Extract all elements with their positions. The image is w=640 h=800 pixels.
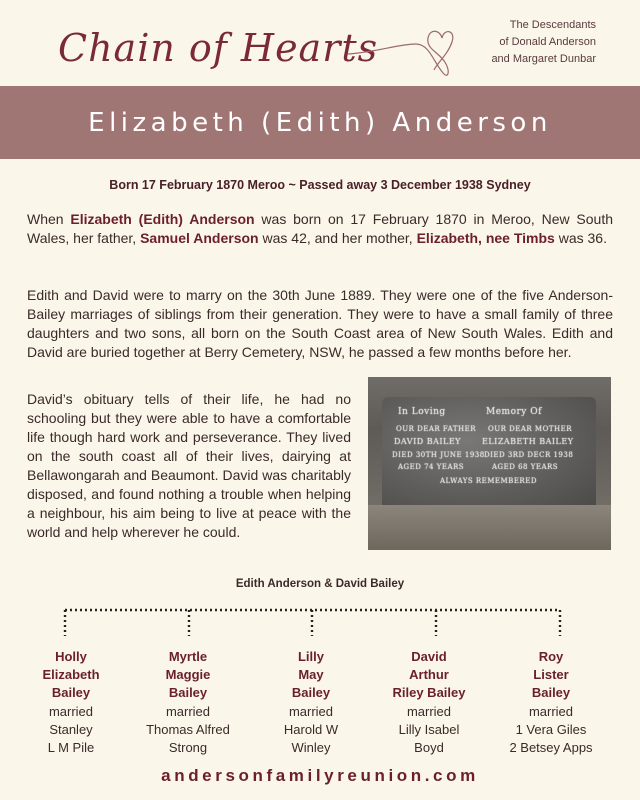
tree-caption: Edith Anderson & David Bailey xyxy=(235,578,405,590)
inscription: ELIZABETH BAILEY xyxy=(482,437,574,446)
child-holly xyxy=(16,648,126,757)
inscription: ALWAYS REMEMBERED xyxy=(440,477,537,485)
inscription: DAVID BAILEY xyxy=(394,437,461,446)
spouse-name: Harold W xyxy=(283,721,339,737)
child-name: Arthur xyxy=(409,667,449,683)
tagline-line: The Descendants xyxy=(509,19,596,31)
child-name: Maggie xyxy=(165,667,211,683)
spouse-name: Winley xyxy=(291,740,331,756)
logo-text: Chain of Hearts xyxy=(58,26,379,70)
child-lilly xyxy=(256,648,366,757)
text: was 36. xyxy=(554,230,607,246)
married-label: married xyxy=(288,703,334,719)
child-name: David xyxy=(411,649,447,664)
child-name: Bailey xyxy=(51,685,91,701)
spouse-name: Stanley xyxy=(49,721,93,737)
spouse-name: 2 Betsey Apps xyxy=(509,740,593,756)
header xyxy=(0,0,640,86)
page-title: Elizabeth (Edith) Anderson xyxy=(88,107,552,138)
birth-death-dates: Born 17 February 1870 Meroo ~ Passed away 3 December 1938 Sydney xyxy=(109,178,531,192)
chain-of-hearts-logo xyxy=(58,10,458,84)
spouse-name: 1 Vera Giles xyxy=(515,721,587,737)
tagline-line: and Margaret Dunbar xyxy=(491,53,596,65)
inscription: OUR DEAR MOTHER xyxy=(488,425,572,433)
spouse-name: L M Pile xyxy=(47,740,95,756)
child-name: Bailey xyxy=(168,685,208,701)
child-name: Roy xyxy=(538,649,564,664)
child-name: Elizabeth xyxy=(42,667,100,683)
child-name: Bailey xyxy=(291,685,331,701)
inscription: DIED 3RD DECR 1938 xyxy=(484,451,574,459)
inscription: Memory Of xyxy=(486,407,542,417)
website-footer: andersonfamilyreunion.com xyxy=(161,766,479,785)
headstone-photo xyxy=(368,377,611,550)
intro-paragraph xyxy=(27,210,613,248)
child-name: Riley Bailey xyxy=(392,685,466,701)
text: When xyxy=(27,211,71,227)
spouse-name: Strong xyxy=(168,740,208,756)
heart-icon xyxy=(348,14,458,84)
mother-name: Elizabeth, nee Timbs xyxy=(416,230,555,246)
headstone-base xyxy=(368,505,611,550)
child-myrtle xyxy=(133,648,243,757)
spouse-name: Thomas Alfred xyxy=(146,721,230,737)
child-roy xyxy=(496,648,606,757)
tagline-line: of Donald Anderson xyxy=(499,36,596,48)
child-name: Lister xyxy=(533,667,569,683)
married-label: married xyxy=(165,703,211,719)
father-name: Samuel Anderson xyxy=(140,230,259,246)
inscription: AGED 74 YEARS xyxy=(398,463,465,471)
child-name: Holly xyxy=(55,649,87,664)
text: was born on 17 February 1870 in Meroo, New South Wales, her father, xyxy=(27,211,614,246)
spouse-name: Lilly Isabel xyxy=(398,721,460,737)
child-name: May xyxy=(298,667,324,683)
inscription: AGED 68 YEARS xyxy=(492,463,559,471)
obituary-paragraph: David’s obituary tells of their life, he had no schooling but they were able to have a comfortable life though hard work and perseverance. They lived on the south coast all of their lives, dairying at Bellawongarah and Beaumont. David was charitably disposed, and found nothing a trouble when helping a neighbour, his aim being to live at peace with the world and help wherever he could. xyxy=(27,391,351,540)
inscription: OUR DEAR FATHER xyxy=(396,425,476,433)
child-name: Lilly xyxy=(297,649,324,664)
child-david xyxy=(374,648,484,757)
marriage-paragraph: Edith and David were to marry on the 30th June 1889. They were one of the five Anderson-Bailey marriages of siblings from their generation. They were to have a small family of three daughters and two sons, all born on the South Coast area of New South Wales. Edith and David are buried together at Berry Cemetery, NSW, he passed a few months before her. xyxy=(27,287,613,360)
child-name: Myrtle xyxy=(168,649,208,664)
married-label: married xyxy=(406,703,452,719)
text: was 42, and her mother, xyxy=(258,230,417,246)
inscription: In Loving xyxy=(398,407,446,417)
title-banner xyxy=(0,86,640,159)
child-name: Bailey xyxy=(531,685,571,701)
married-label: married xyxy=(528,703,574,719)
family-tree-connectors xyxy=(0,604,640,644)
tagline xyxy=(491,17,596,68)
spouse-name: Boyd xyxy=(414,740,444,756)
married-label: married xyxy=(48,703,94,719)
subject-name: Elizabeth (Edith) Anderson xyxy=(70,211,255,227)
inscription: DIED 30TH JUNE 1938 xyxy=(392,451,485,459)
